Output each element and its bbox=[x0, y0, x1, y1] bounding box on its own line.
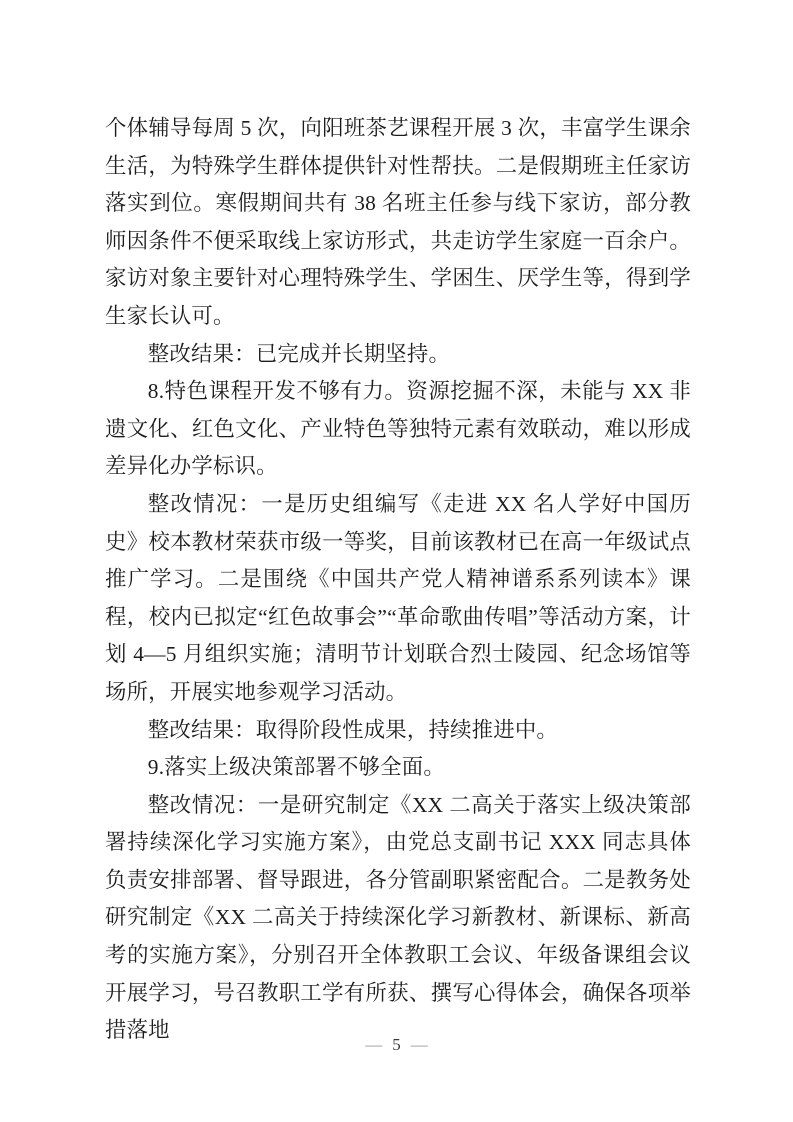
page-number-left-dash: — bbox=[365, 1035, 383, 1054]
paragraph: 整改结果：取得阶段性成果，持续推进中。 bbox=[147, 717, 559, 742]
page-footer bbox=[0, 1033, 793, 1057]
document-body bbox=[105, 110, 691, 1050]
paragraph: 8.特色课程开发不够有力。资源挖掘不深，未能与 XX 非遗文化、红色文化、产业特色等独特元素有效联动，难以形成差异化办学标识。 bbox=[105, 379, 691, 479]
paragraph: 整改情况：一是历史组编写《走进 XX 名人学好中国历史》校本教材荣获市级一等奖，目前该教材已在高一年级试点推广学习。二是围绕《中国共产党人精神谱系系列读本》课程，校内已拟定“红色故事会”“革命歌曲传唱”等活动方案，计划 4—5 月组织实施；清明节计划联合烈士陵园、纪念场馆等场所，开展实地参观学习活动。 bbox=[105, 491, 691, 704]
page-number-right-dash: — bbox=[410, 1035, 428, 1054]
paragraph: 9.落实上级决策部署不够全面。 bbox=[147, 755, 445, 780]
paragraph: 整改情况：一是研究制定《XX 二高关于落实上级决策部署持续深化学习实施方案》，由党总支副书记 XXX 同志具体负责安排部署、督导跟进，各分管副职紧密配合。二是教务处研究制定《XX 二高关于持续深化学习新教材、新课标、新高考的实施方案》，分别召开全体教职工会议、年级备课组会议开展学习，号召教职工学有所获、撰写心得体会，确保各项举措落地 bbox=[105, 792, 691, 1043]
paragraph: 整改结果：已完成并长期坚持。 bbox=[147, 341, 451, 366]
paragraph: 个体辅导每周 5 次，向阳班茶艺课程开展 3 次，丰富学生课余生活，为特殊学生群体提供针对性帮扶。二是假期班主任家访落实到位。寒假期间共有 38 名班主任参与线下家访，部分教师因条件不便采取线上家访形式，共走访学生家庭一百余户。家访对象主要针对心理特殊学生、学困生、厌学生等，得到学生家长认可。 bbox=[105, 116, 691, 328]
page-number: 5 bbox=[392, 1035, 401, 1054]
